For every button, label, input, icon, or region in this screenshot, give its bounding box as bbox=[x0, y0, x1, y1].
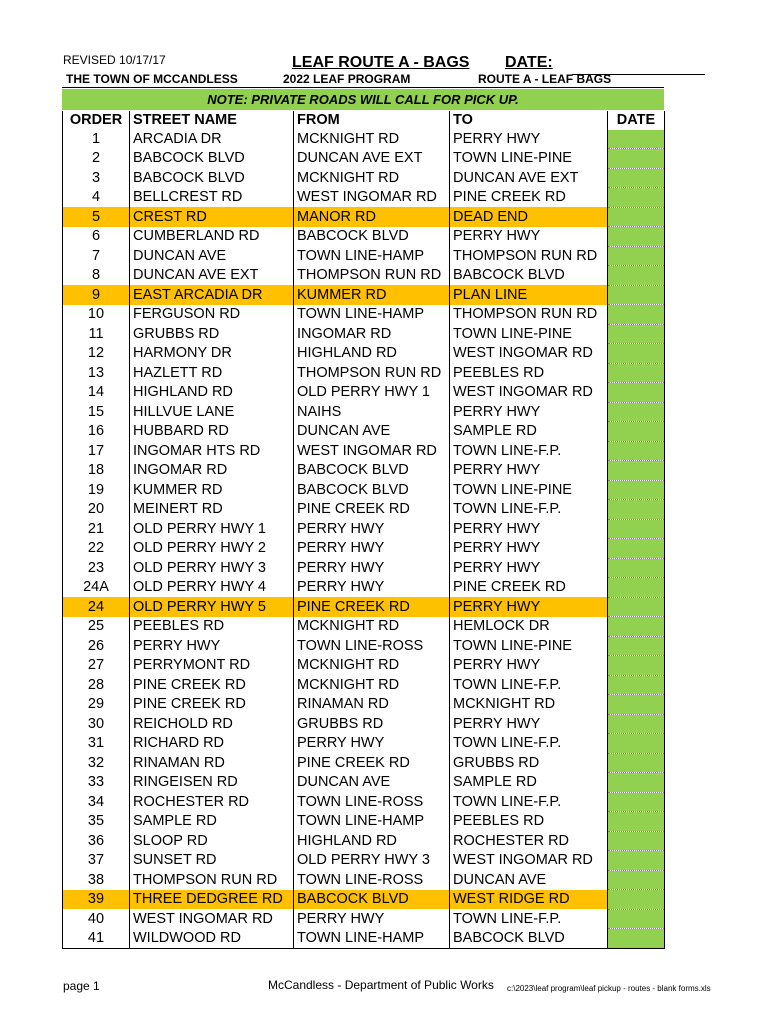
order-cell: 27 bbox=[63, 656, 130, 676]
date-cell[interactable] bbox=[608, 363, 665, 383]
table-row bbox=[63, 578, 665, 598]
to-cell: TOWN LINE-F.P. bbox=[450, 792, 608, 812]
table-row bbox=[63, 695, 665, 715]
to-cell: DUNCAN AVE bbox=[450, 870, 608, 890]
street-cell: CUMBERLAND RD bbox=[130, 227, 294, 247]
date-cell[interactable] bbox=[608, 714, 665, 734]
order-cell: 30 bbox=[63, 714, 130, 734]
from-cell: PERRY HWY bbox=[294, 519, 450, 539]
date-cell[interactable] bbox=[608, 675, 665, 695]
date-cell[interactable] bbox=[608, 344, 665, 364]
table-row bbox=[63, 363, 665, 383]
street-cell: BELLCREST RD bbox=[130, 188, 294, 208]
from-cell: TOWN LINE-HAMP bbox=[294, 305, 450, 325]
to-cell: PERRY HWY bbox=[450, 130, 608, 149]
date-cell[interactable] bbox=[608, 519, 665, 539]
from-cell: PERRY HWY bbox=[294, 539, 450, 559]
to-cell: PEEBLES RD bbox=[450, 363, 608, 383]
table-row bbox=[63, 305, 665, 325]
from-cell: NAIHS bbox=[294, 402, 450, 422]
date-cell[interactable] bbox=[608, 773, 665, 793]
table-row bbox=[63, 675, 665, 695]
program-name: 2022 LEAF PROGRAM bbox=[283, 72, 411, 86]
date-cell[interactable] bbox=[608, 890, 665, 910]
street-cell: RINAMAN RD bbox=[130, 753, 294, 773]
order-cell: 7 bbox=[63, 246, 130, 266]
table-row bbox=[63, 227, 665, 247]
street-cell: REICHOLD RD bbox=[130, 714, 294, 734]
from-cell: MCKNIGHT RD bbox=[294, 617, 450, 637]
date-cell[interactable] bbox=[608, 539, 665, 559]
town-name: THE TOWN OF MCCANDLESS bbox=[66, 72, 238, 86]
street-cell: BABCOCK BLVD bbox=[130, 149, 294, 169]
date-cell[interactable] bbox=[608, 695, 665, 715]
date-cell[interactable] bbox=[608, 636, 665, 656]
street-cell: INGOMAR RD bbox=[130, 461, 294, 481]
to-cell: SAMPLE RD bbox=[450, 422, 608, 442]
to-cell: THOMPSON RUN RD bbox=[450, 305, 608, 325]
to-cell: TOWN LINE-PINE bbox=[450, 636, 608, 656]
street-cell: HARMONY DR bbox=[130, 344, 294, 364]
column-header-to: TO bbox=[450, 111, 608, 130]
date-cell[interactable] bbox=[608, 422, 665, 442]
table-row bbox=[63, 929, 665, 949]
date-cell[interactable] bbox=[608, 246, 665, 266]
from-cell: PINE CREEK RD bbox=[294, 753, 450, 773]
from-cell: TOWN LINE-ROSS bbox=[294, 636, 450, 656]
date-cell[interactable] bbox=[608, 812, 665, 832]
street-cell: OLD PERRY HWY 4 bbox=[130, 578, 294, 598]
footer-file-path: c:\2023\leaf program\leaf pickup - routes - blank forms.xls bbox=[507, 984, 711, 993]
table-row bbox=[63, 441, 665, 461]
street-cell: PERRY HWY bbox=[130, 636, 294, 656]
order-cell: 5 bbox=[63, 207, 130, 227]
order-cell: 9 bbox=[63, 285, 130, 305]
table-row bbox=[63, 246, 665, 266]
street-cell: PERRYMONT RD bbox=[130, 656, 294, 676]
to-cell: BABCOCK BLVD bbox=[450, 266, 608, 286]
to-cell: PERRY HWY bbox=[450, 539, 608, 559]
to-cell: TOWN LINE-F.P. bbox=[450, 734, 608, 754]
table-row bbox=[63, 402, 665, 422]
to-cell: TOWN LINE-PINE bbox=[450, 149, 608, 169]
table-row bbox=[63, 773, 665, 793]
date-cell[interactable] bbox=[608, 929, 665, 949]
to-cell: PEEBLES RD bbox=[450, 812, 608, 832]
table-row bbox=[63, 870, 665, 890]
order-cell: 1 bbox=[63, 130, 130, 149]
date-label: DATE: bbox=[505, 54, 553, 71]
to-cell: TOWN LINE-F.P. bbox=[450, 500, 608, 520]
order-cell: 39 bbox=[63, 890, 130, 910]
table-row bbox=[63, 344, 665, 364]
footer-department: McCandless - Department of Public Works bbox=[268, 978, 494, 992]
street-cell: ARCADIA DR bbox=[130, 130, 294, 149]
page-title: LEAF ROUTE A - BAGS bbox=[292, 54, 470, 71]
route-table bbox=[62, 111, 665, 949]
from-cell: TOWN LINE-HAMP bbox=[294, 812, 450, 832]
date-cell[interactable] bbox=[608, 305, 665, 325]
from-cell: WEST INGOMAR RD bbox=[294, 441, 450, 461]
table-row bbox=[63, 831, 665, 851]
page-number: page 1 bbox=[63, 979, 100, 993]
order-cell: 38 bbox=[63, 870, 130, 890]
table-row bbox=[63, 168, 665, 188]
from-cell: THOMPSON RUN RD bbox=[294, 266, 450, 286]
date-cell[interactable] bbox=[608, 909, 665, 929]
street-cell: SUNSET RD bbox=[130, 851, 294, 871]
order-cell: 25 bbox=[63, 617, 130, 637]
date-cell[interactable] bbox=[608, 870, 665, 890]
date-cell[interactable] bbox=[608, 402, 665, 422]
from-cell: MCKNIGHT RD bbox=[294, 675, 450, 695]
order-cell: 26 bbox=[63, 636, 130, 656]
table-row bbox=[63, 422, 665, 442]
from-cell: OLD PERRY HWY 1 bbox=[294, 383, 450, 403]
date-cell[interactable] bbox=[608, 617, 665, 637]
from-cell: MANOR RD bbox=[294, 207, 450, 227]
order-cell: 28 bbox=[63, 675, 130, 695]
to-cell: PERRY HWY bbox=[450, 402, 608, 422]
order-cell: 10 bbox=[63, 305, 130, 325]
order-cell: 29 bbox=[63, 695, 130, 715]
to-cell: TOWN LINE-F.P. bbox=[450, 675, 608, 695]
to-cell: WEST INGOMAR RD bbox=[450, 383, 608, 403]
order-cell: 13 bbox=[63, 363, 130, 383]
table-row bbox=[63, 753, 665, 773]
street-cell: OLD PERRY HWY 5 bbox=[130, 597, 294, 617]
street-cell: RICHARD RD bbox=[130, 734, 294, 754]
from-cell: MCKNIGHT RD bbox=[294, 130, 450, 149]
street-cell: PINE CREEK RD bbox=[130, 695, 294, 715]
route-name: ROUTE A - LEAF BAGS bbox=[478, 72, 612, 86]
to-cell: ROCHESTER RD bbox=[450, 831, 608, 851]
table-row bbox=[63, 500, 665, 520]
to-cell: DEAD END bbox=[450, 207, 608, 227]
street-cell: MEINERT RD bbox=[130, 500, 294, 520]
header-divider bbox=[62, 87, 664, 88]
to-cell: PINE CREEK RD bbox=[450, 578, 608, 598]
date-cell[interactable] bbox=[608, 831, 665, 851]
street-cell: KUMMER RD bbox=[130, 480, 294, 500]
street-cell: SAMPLE RD bbox=[130, 812, 294, 832]
from-cell: BABCOCK BLVD bbox=[294, 890, 450, 910]
table-row bbox=[63, 636, 665, 656]
to-cell: PERRY HWY bbox=[450, 714, 608, 734]
from-cell: KUMMER RD bbox=[294, 285, 450, 305]
from-cell: THOMPSON RUN RD bbox=[294, 363, 450, 383]
private-roads-note: NOTE: PRIVATE ROADS WILL CALL FOR PICK UP. bbox=[62, 89, 664, 110]
table-row bbox=[63, 285, 665, 305]
to-cell: WEST RIDGE RD bbox=[450, 890, 608, 910]
street-cell: HAZLETT RD bbox=[130, 363, 294, 383]
date-cell[interactable] bbox=[608, 285, 665, 305]
order-cell: 18 bbox=[63, 461, 130, 481]
to-cell: TOWN LINE-F.P. bbox=[450, 909, 608, 929]
order-cell: 36 bbox=[63, 831, 130, 851]
date-cell[interactable] bbox=[608, 851, 665, 871]
to-cell: PINE CREEK RD bbox=[450, 188, 608, 208]
table-row bbox=[63, 656, 665, 676]
order-cell: 2 bbox=[63, 149, 130, 169]
order-cell: 17 bbox=[63, 441, 130, 461]
to-cell: DUNCAN AVE EXT bbox=[450, 168, 608, 188]
order-cell: 14 bbox=[63, 383, 130, 403]
from-cell: DUNCAN AVE EXT bbox=[294, 149, 450, 169]
from-cell: HIGHLAND RD bbox=[294, 831, 450, 851]
street-cell: INGOMAR HTS RD bbox=[130, 441, 294, 461]
to-cell: PERRY HWY bbox=[450, 597, 608, 617]
from-cell: HIGHLAND RD bbox=[294, 344, 450, 364]
date-cell[interactable] bbox=[608, 383, 665, 403]
order-cell: 8 bbox=[63, 266, 130, 286]
street-cell: HILLVUE LANE bbox=[130, 402, 294, 422]
order-cell: 41 bbox=[63, 929, 130, 949]
table-row bbox=[63, 519, 665, 539]
street-cell: DUNCAN AVE bbox=[130, 246, 294, 266]
column-header-order: ORDER bbox=[63, 111, 130, 130]
from-cell: PERRY HWY bbox=[294, 734, 450, 754]
date-cell[interactable] bbox=[608, 130, 665, 149]
to-cell: PERRY HWY bbox=[450, 558, 608, 578]
order-cell: 20 bbox=[63, 500, 130, 520]
from-cell: PINE CREEK RD bbox=[294, 597, 450, 617]
to-cell: PERRY HWY bbox=[450, 461, 608, 481]
table-row bbox=[63, 149, 665, 169]
from-cell: TOWN LINE-ROSS bbox=[294, 792, 450, 812]
table-row bbox=[63, 909, 665, 929]
to-cell: PERRY HWY bbox=[450, 519, 608, 539]
street-cell: OLD PERRY HWY 1 bbox=[130, 519, 294, 539]
street-cell: EAST ARCADIA DR bbox=[130, 285, 294, 305]
to-cell: WEST INGOMAR RD bbox=[450, 851, 608, 871]
order-cell: 16 bbox=[63, 422, 130, 442]
column-header-from: FROM bbox=[294, 111, 450, 130]
column-header-date: DATE bbox=[608, 111, 665, 130]
to-cell: PLAN LINE bbox=[450, 285, 608, 305]
from-cell: OLD PERRY HWY 3 bbox=[294, 851, 450, 871]
to-cell: THOMPSON RUN RD bbox=[450, 246, 608, 266]
from-cell: MCKNIGHT RD bbox=[294, 168, 450, 188]
table-row bbox=[63, 207, 665, 227]
from-cell: BABCOCK BLVD bbox=[294, 480, 450, 500]
to-cell: PERRY HWY bbox=[450, 227, 608, 247]
street-cell: PINE CREEK RD bbox=[130, 675, 294, 695]
order-cell: 24 bbox=[63, 597, 130, 617]
date-cell[interactable] bbox=[608, 480, 665, 500]
order-cell: 40 bbox=[63, 909, 130, 929]
from-cell: RINAMAN RD bbox=[294, 695, 450, 715]
to-cell: TOWN LINE-PINE bbox=[450, 480, 608, 500]
order-cell: 12 bbox=[63, 344, 130, 364]
from-cell: BABCOCK BLVD bbox=[294, 461, 450, 481]
order-cell: 19 bbox=[63, 480, 130, 500]
date-cell[interactable] bbox=[608, 500, 665, 520]
street-cell: CREST RD bbox=[130, 207, 294, 227]
street-cell: FERGUSON RD bbox=[130, 305, 294, 325]
table-row bbox=[63, 792, 665, 812]
order-cell: 31 bbox=[63, 734, 130, 754]
date-cell[interactable] bbox=[608, 324, 665, 344]
table-row bbox=[63, 617, 665, 637]
date-cell[interactable] bbox=[608, 656, 665, 676]
order-cell: 6 bbox=[63, 227, 130, 247]
date-cell[interactable] bbox=[608, 558, 665, 578]
column-header-street: STREET NAME bbox=[130, 111, 294, 130]
street-cell: BABCOCK BLVD bbox=[130, 168, 294, 188]
date-cell[interactable] bbox=[608, 578, 665, 598]
street-cell: DUNCAN AVE EXT bbox=[130, 266, 294, 286]
table-row bbox=[63, 734, 665, 754]
to-cell: TOWN LINE-F.P. bbox=[450, 441, 608, 461]
order-cell: 34 bbox=[63, 792, 130, 812]
order-cell: 33 bbox=[63, 773, 130, 793]
from-cell: PERRY HWY bbox=[294, 578, 450, 598]
street-cell: WEST INGOMAR RD bbox=[130, 909, 294, 929]
order-cell: 23 bbox=[63, 558, 130, 578]
date-cell[interactable] bbox=[608, 441, 665, 461]
table-row bbox=[63, 188, 665, 208]
table-row bbox=[63, 480, 665, 500]
order-cell: 15 bbox=[63, 402, 130, 422]
from-cell: PERRY HWY bbox=[294, 909, 450, 929]
order-cell: 21 bbox=[63, 519, 130, 539]
order-cell: 37 bbox=[63, 851, 130, 871]
date-cell[interactable] bbox=[608, 792, 665, 812]
to-cell: MCKNIGHT RD bbox=[450, 695, 608, 715]
from-cell: TOWN LINE-HAMP bbox=[294, 929, 450, 949]
street-cell: HIGHLAND RD bbox=[130, 383, 294, 403]
to-cell: GRUBBS RD bbox=[450, 753, 608, 773]
from-cell: GRUBBS RD bbox=[294, 714, 450, 734]
from-cell: TOWN LINE-ROSS bbox=[294, 870, 450, 890]
table-row bbox=[63, 383, 665, 403]
to-cell: SAMPLE RD bbox=[450, 773, 608, 793]
order-cell: 4 bbox=[63, 188, 130, 208]
date-cell[interactable] bbox=[608, 734, 665, 754]
from-cell: PERRY HWY bbox=[294, 558, 450, 578]
order-cell: 3 bbox=[63, 168, 130, 188]
street-cell: OLD PERRY HWY 3 bbox=[130, 558, 294, 578]
street-cell: HUBBARD RD bbox=[130, 422, 294, 442]
from-cell: WEST INGOMAR RD bbox=[294, 188, 450, 208]
date-cell[interactable] bbox=[608, 168, 665, 188]
to-cell: WEST INGOMAR RD bbox=[450, 344, 608, 364]
table-row bbox=[63, 890, 665, 910]
table-header-row bbox=[63, 111, 665, 130]
table-row bbox=[63, 539, 665, 559]
from-cell: TOWN LINE-HAMP bbox=[294, 246, 450, 266]
date-cell[interactable] bbox=[608, 207, 665, 227]
from-cell: MCKNIGHT RD bbox=[294, 656, 450, 676]
order-cell: 35 bbox=[63, 812, 130, 832]
date-cell[interactable] bbox=[608, 227, 665, 247]
table-row bbox=[63, 558, 665, 578]
street-cell: ROCHESTER RD bbox=[130, 792, 294, 812]
to-cell: BABCOCK BLVD bbox=[450, 929, 608, 949]
street-cell: SLOOP RD bbox=[130, 831, 294, 851]
from-cell: PINE CREEK RD bbox=[294, 500, 450, 520]
to-cell: HEMLOCK DR bbox=[450, 617, 608, 637]
date-cell[interactable] bbox=[608, 266, 665, 286]
from-cell: INGOMAR RD bbox=[294, 324, 450, 344]
table-row bbox=[63, 597, 665, 617]
date-cell[interactable] bbox=[608, 461, 665, 481]
street-cell: THOMPSON RUN RD bbox=[130, 870, 294, 890]
street-cell: PEEBLES RD bbox=[130, 617, 294, 637]
date-cell[interactable] bbox=[608, 753, 665, 773]
street-cell: GRUBBS RD bbox=[130, 324, 294, 344]
date-cell[interactable] bbox=[608, 188, 665, 208]
order-cell: 22 bbox=[63, 539, 130, 559]
date-cell[interactable] bbox=[608, 149, 665, 169]
street-cell: THREE DEDGREE RD bbox=[130, 890, 294, 910]
to-cell: PERRY HWY bbox=[450, 656, 608, 676]
order-cell: 32 bbox=[63, 753, 130, 773]
table-row bbox=[63, 324, 665, 344]
table-row bbox=[63, 461, 665, 481]
from-cell: BABCOCK BLVD bbox=[294, 227, 450, 247]
street-cell: WILDWOOD RD bbox=[130, 929, 294, 949]
table-row bbox=[63, 266, 665, 286]
table-row bbox=[63, 851, 665, 871]
table-row bbox=[63, 812, 665, 832]
table-row bbox=[63, 714, 665, 734]
order-cell: 24A bbox=[63, 578, 130, 598]
date-cell[interactable] bbox=[608, 597, 665, 617]
from-cell: DUNCAN AVE bbox=[294, 773, 450, 793]
to-cell: TOWN LINE-PINE bbox=[450, 324, 608, 344]
revised-date: REVISED 10/17/17 bbox=[63, 53, 166, 67]
from-cell: DUNCAN AVE bbox=[294, 422, 450, 442]
street-cell: OLD PERRY HWY 2 bbox=[130, 539, 294, 559]
table-row bbox=[63, 130, 665, 149]
order-cell: 11 bbox=[63, 324, 130, 344]
street-cell: RINGEISEN RD bbox=[130, 773, 294, 793]
